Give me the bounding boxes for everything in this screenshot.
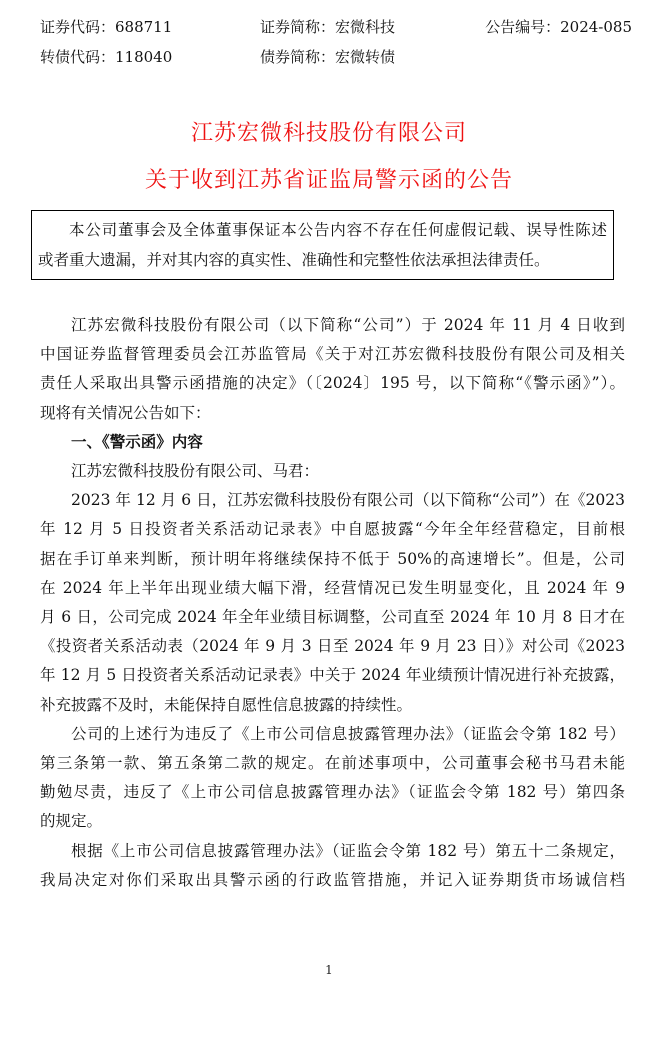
paragraph-line: 年 12 月 5 日投资者关系活动记录表》中自愿披露“今年全年经营稳定，目前根 (40, 520, 625, 539)
paragraph-line: 公司的上述行为违反了《上市公司信息披露管理办法》（证监会令第 182 号） (71, 724, 625, 743)
paragraph-line: 第三条第一款、第五条第二款的规定。在前述事项中，公司董事会秘书马君未能 (40, 754, 625, 773)
intro-line: 现将有关情况公告如下： (40, 403, 211, 422)
stock-name: 证券简称：宏微科技 (260, 18, 396, 36)
paragraph-line: 根据《上市公司信息披露管理办法》（证监会令第 182 号）第五十二条规定， (71, 841, 625, 860)
announcement-body (40, 311, 625, 895)
header-row-1 (40, 12, 640, 42)
announcement-number: 公告编号：2024-085 (485, 18, 632, 36)
paragraph-1 (40, 486, 625, 720)
intro-line: 江苏宏微科技股份有限公司（以下简称“公司”）于 2024 年 11 月 4 日收到 (71, 316, 625, 334)
board-statement-line-2: 或者重大遗漏，并对其内容的真实性、准确性和完整性依法承担法律责任。 (38, 251, 550, 269)
paragraph-3 (40, 837, 625, 895)
intro-line: 中国证券监督管理委员会江苏监管局《关于对江苏宏微科技股份有限公司及相关 (40, 345, 625, 364)
paragraph-2 (40, 720, 625, 837)
paragraph-line: 在 2024 年上半年出现业绩大幅下滑，经营情况已发生明显变化，且 2024 年 9 (40, 578, 625, 597)
board-statement-box (31, 210, 614, 280)
intro-line: 责任人采取出具警示函措施的决定》（〔2024〕195 号，以下简称“《警示函》”）。 (40, 374, 625, 393)
addressee: 江苏宏微科技股份有限公司、马君： (71, 462, 320, 481)
announcement-title: 关于收到江苏省证监局警示函的公告 (144, 168, 513, 193)
paragraph-line: 《投资者关系活动表（2024 年 9 月 3 日至 2024 年 9 月 23 日）》对公司《2023 (40, 637, 625, 656)
bond-code: 转债代码：118040 (40, 48, 173, 66)
paragraph-line: 年 12 月 5 日投资者关系活动记录表》中关于 2024 年业绩预计情况进行补充披露， (40, 666, 625, 685)
paragraph-line: 2023 年 12 月 6 日，江苏宏微科技股份有限公司（以下简称“公司”）在《2023 (71, 491, 625, 510)
paragraph-line: 的规定。 (40, 812, 103, 831)
section-heading: 一、《警示函》内容 (71, 432, 203, 451)
stock-code: 证券代码：688711 (40, 18, 173, 36)
header-row-2 (40, 42, 640, 72)
page-number: 1 (325, 963, 333, 977)
paragraph-line: 勤勉尽责，违反了《上市公司信息披露管理办法》（证监会令第 182 号）第四条 (40, 783, 625, 802)
paragraph-line: 月 6 日，公司完成 2024 年全年业绩目标调整，公司直至 2024 年 10 月 8 日才在 (40, 608, 625, 627)
paragraph-line: 据在手订单来判断，预计明年将继续保持不低于 50%的高速增长”。但是，公司 (40, 549, 625, 568)
intro-paragraph (40, 311, 625, 428)
paragraph-line: 补充披露不及时，未能保持自愿性信息披露的持续性。 (40, 695, 413, 714)
paragraph-line: 我局决定对你们采取出具警示函的行政监管措施，并记入证券期货市场诚信档 (40, 870, 625, 889)
bond-name: 债券简称：宏微转债 (260, 48, 396, 66)
announcement-header (40, 12, 640, 72)
company-title: 江苏宏微科技股份有限公司 (190, 121, 467, 146)
board-statement-line-1: 本公司董事会及全体董事保证本公告内容不存在任何虚假记载、误导性陈述 (69, 221, 607, 239)
